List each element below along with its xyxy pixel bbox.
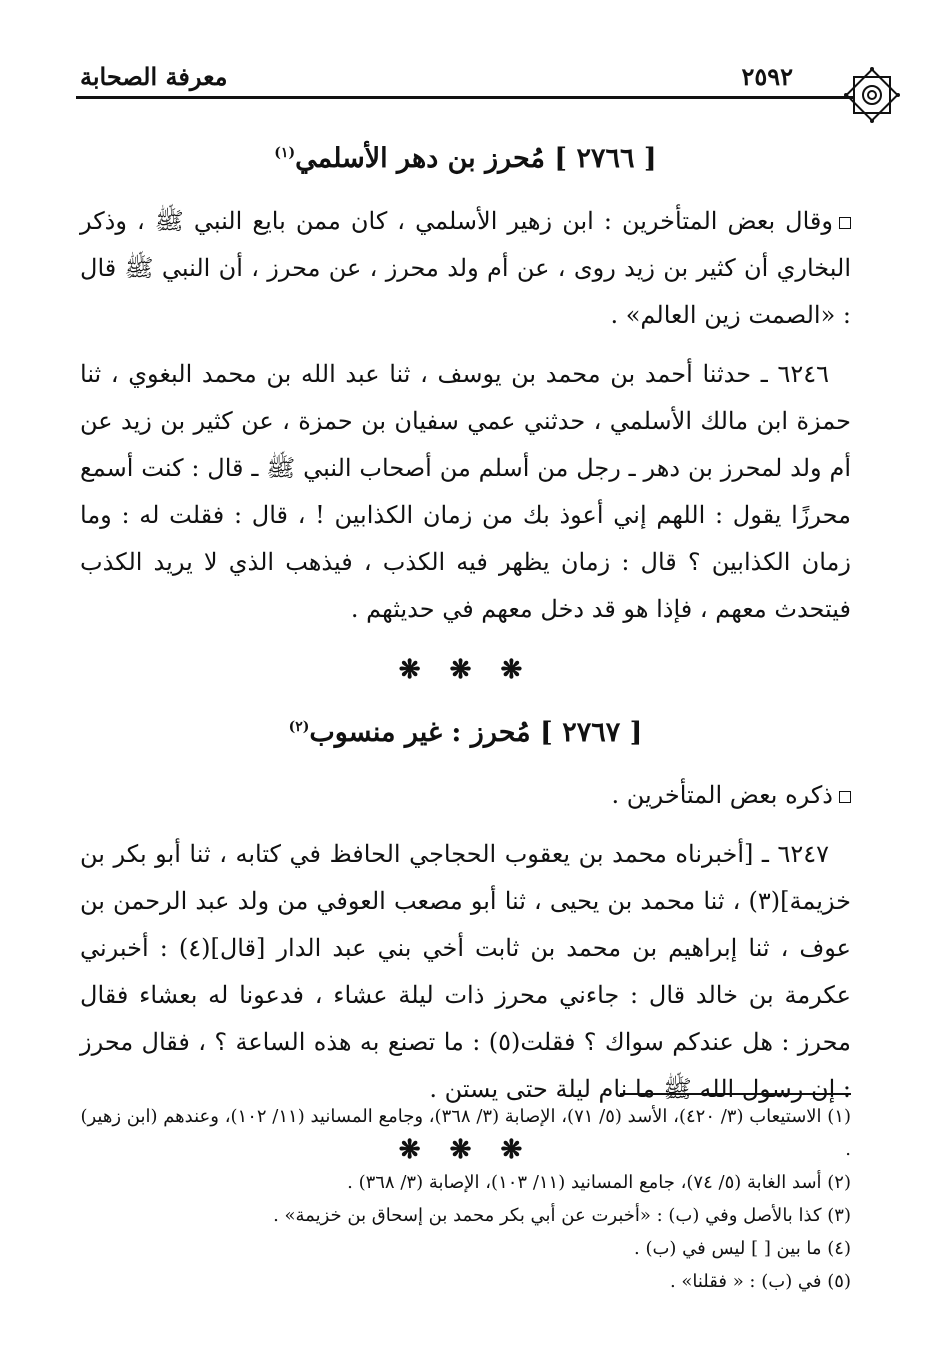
footnotes — [80, 1100, 851, 1298]
page-header — [60, 50, 911, 134]
footnote-3: (٣) كذا بالأصل وفي (ب) : «أخبرت عن أبي بكر محمد بن إسحاق بن خزيمة» . — [273, 1205, 851, 1226]
entry-heading-2767 — [80, 704, 851, 756]
main-text — [80, 130, 851, 1184]
footnote-2: (٢) أسد الغابة (٥/ ٧٤)، جامع المسانيد (١١/ ١٠٣)، الإصابة (٣/ ٣٦٨) . — [347, 1172, 851, 1193]
running-title: معرفة الصحابة — [80, 62, 228, 91]
footnote-4: (٤) ما بين [ ] ليس في (ب) . — [634, 1238, 851, 1259]
entry-heading-text: [ ٢٧٦٧ ] مُحرز : غير منسوب — [309, 717, 643, 748]
entry-paragraph: وقال بعض المتأخرين : ابن زهير الأسلمي ، كان ممن بايع النبي ﷺ ، وذكر البخاري أن كثير بن زيد روى ، عن أم ولد محرز ، عن محرز ، أن النبي ﷺ قال : «الصمت زين العالم» . — [80, 207, 851, 329]
ornament-icon — [841, 64, 903, 126]
footnote-ref: (١) — [274, 145, 296, 161]
footnote-1: (١) الاستيعاب (٣/ ٤٢٠)، الأسد (٥/ ٧١)، الإصابة (٣/ ٣٦٨)، وجامع المسانيد (١١/ ١٠٢)، وعندهم (ابن زهير) . — [80, 1106, 851, 1160]
footnote-ref: (٢) — [288, 719, 310, 735]
page-number: ٢٥٩٢ — [741, 62, 793, 91]
entry-heading-2766 — [80, 130, 851, 182]
section-separator: ❋ ❋ ❋ — [398, 655, 533, 685]
footnote-5: (٥) في (ب) : « فقلنا» . — [669, 1271, 851, 1292]
header-rule — [76, 96, 853, 99]
square-bullet-icon — [839, 217, 851, 229]
footnote-rule — [620, 1093, 851, 1095]
entry-paragraph: ذكره بعض المتأخرين . — [80, 772, 851, 819]
hadith-6247: ٦٢٤٧ ـ [أخبرناه محمد بن يعقوب الحجاجي الحافظ في كتابه ، ثنا أبو بكر بن خزيمة](٣) ، ثنا محمد بن يحيى ، ثنا أبو مصعب العوفي من ولد عبد الرحمن بن عوف ، ثنا إبراهيم بن محمد بن ثابت أخي بني عبد الدار [قال](٤) : أخبرني عكرمة بن خالد قال : جاءني محرز ذات ليلة عشاء ، فدعونا له بعشاء فقال محرز : هل عندكم سواك ؟ فقلت(٥) : ما تصنع به هذه الساعة ؟ ، فقال محرز : إن رسول الله ﷺ ما نام ليلة حتى يستن . — [80, 840, 852, 1103]
hadith-6246: ٦٢٤٦ ـ حدثنا أحمد بن محمد بن يوسف ، ثنا عبد الله بن محمد البغوي ، ثنا حمزة ابن مالك الأسلمي ، حدثني عمي سفيان بن حمزة ، عن كثير بن زيد عن أم ولد لمحرز بن دهر ـ رجل من أسلم من أصحاب النبي ﷺ ـ قال : كنت أسمع محرزًا يقول : اللهم إني أعوذ بك من زمان الكذابين ! ، قال : فقلت له : وما زمان الكذابين ؟ قال : زمان يظهر فيه الكذب ، فيذهب الذي لا يريد الكذب فيتحدث معهم ، فإذا هو قد دخل معهم في حديثهم . — [80, 360, 851, 623]
square-bullet-icon — [839, 791, 851, 803]
section-separator-end: ❋ ❋ ❋ — [398, 1135, 533, 1165]
entry-heading-text: [ ٢٧٦٦ ] مُحرز بن دهر الأسلمي — [295, 143, 657, 174]
